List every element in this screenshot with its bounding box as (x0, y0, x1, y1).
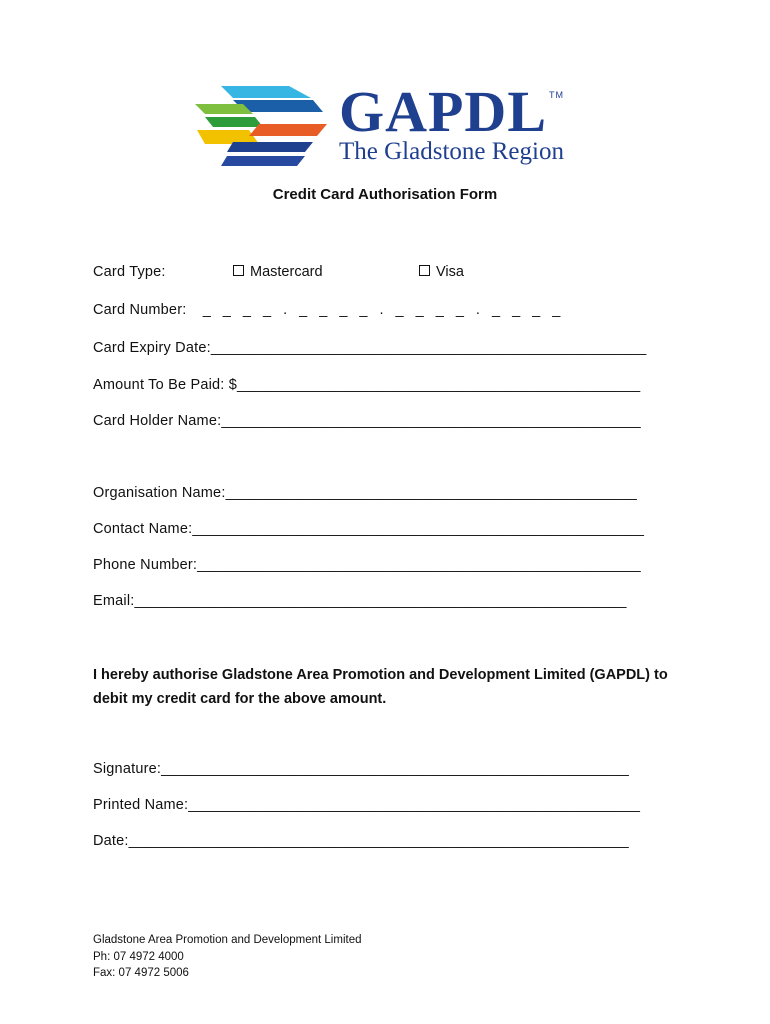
organisation-field[interactable]: ___________________________________________________ (225, 485, 637, 501)
organisation-label: Organisation Name: (93, 485, 226, 501)
contact-row (93, 521, 644, 537)
authorisation-declaration: I hereby authorise Gladstone Area Promotion and Development Limited (GAPDL) to debit my credit card for the above amount. (93, 667, 668, 707)
card-type-label: Card Type: (93, 264, 166, 280)
form-title: Credit Card Authorisation Form (272, 186, 498, 203)
gapdl-logo (193, 79, 578, 170)
phone-field[interactable]: _______________________________________________________ (197, 557, 641, 573)
amount-field[interactable]: __________________________________________________ (237, 377, 641, 393)
expiry-row (93, 340, 646, 356)
footer-phone: Ph: 07 4972 4000 (93, 950, 184, 963)
email-row (93, 593, 626, 609)
gapdl-logo-mark-icon (193, 84, 329, 170)
date-label: Date: (93, 833, 129, 849)
footer-fax: Fax: 07 4972 5006 (93, 967, 189, 979)
holder-label: Card Holder Name: (93, 413, 222, 429)
expiry-label: Card Expiry Date: (93, 340, 211, 356)
gapdl-logo-text (339, 79, 579, 166)
contact-label: Contact Name: (93, 521, 193, 537)
signature-field[interactable]: __________________________________________________________ (161, 761, 629, 777)
contact-field[interactable]: ________________________________________________________ (192, 521, 644, 537)
email-field[interactable]: _____________________________________________________________ (134, 593, 627, 609)
phone-row (93, 557, 641, 573)
footer-company: Gladstone Area Promotion and Development Limited (93, 934, 362, 946)
signature-label: Signature: (93, 761, 162, 777)
expiry-field[interactable]: ______________________________________________________ (210, 340, 647, 356)
amount-label: Amount To Be Paid: $ (93, 377, 237, 393)
visa-label: Visa (436, 264, 464, 280)
date-row (93, 833, 629, 849)
signature-row (93, 761, 629, 777)
visa-checkbox[interactable] (419, 265, 430, 276)
phone-label: Phone Number: (93, 557, 198, 573)
organisation-row (93, 485, 637, 501)
logo-region: The Gladstone Region (339, 138, 564, 165)
printed-name-label: Printed Name: (93, 797, 189, 813)
logo-wordmark: GAPDL TM (339, 79, 564, 144)
printed-name-field[interactable]: ________________________________________________________ (188, 797, 640, 813)
card-number-label: Card Number: (93, 302, 187, 318)
date-field[interactable]: ______________________________________________________________ (128, 833, 629, 849)
holder-field[interactable]: ____________________________________________________ (221, 413, 641, 429)
card-number-row (93, 302, 564, 318)
card-number-field[interactable]: _ _ _ _ . _ _ _ _ . _ _ _ _ . _ _ _ _ (202, 302, 565, 318)
holder-row (93, 413, 641, 429)
trademark-mark: TM (549, 90, 564, 100)
visa-option[interactable] (419, 264, 464, 280)
email-label: Email: (93, 593, 135, 609)
amount-row (93, 377, 640, 393)
mastercard-option[interactable] (233, 264, 323, 280)
mastercard-label: Mastercard (250, 264, 323, 280)
mastercard-checkbox[interactable] (233, 265, 244, 276)
footer (93, 932, 362, 982)
printed-name-row (93, 797, 640, 813)
